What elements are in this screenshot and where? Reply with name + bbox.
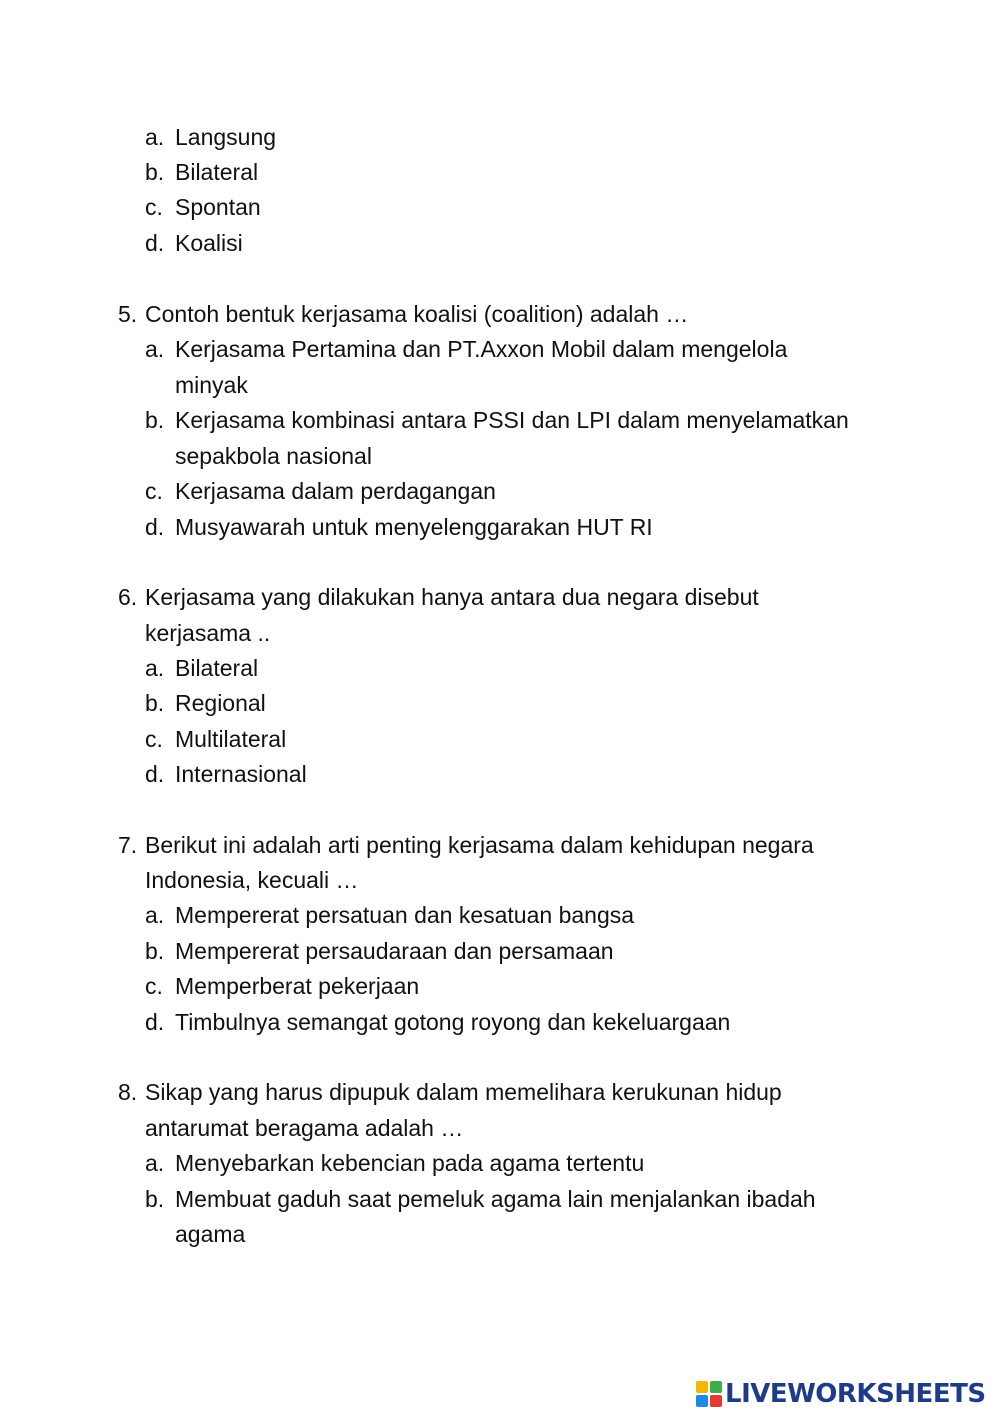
option-letter: c.: [145, 478, 163, 504]
option-letter: a.: [145, 124, 165, 150]
option-text: Kerjasama Pertamina dan PT.Axxon Mobil dalam mengelola: [175, 336, 788, 362]
option-text: Spontan: [175, 194, 261, 220]
question-text: Kerjasama yang dilakukan hanya antara dua negara disebut: [145, 584, 759, 610]
option-letter: b.: [145, 1186, 165, 1212]
option-text-continued: minyak: [175, 372, 248, 398]
question-text-continued: kerjasama ..: [145, 620, 271, 646]
option-letter: c.: [145, 194, 163, 220]
option-letter: b.: [145, 938, 165, 964]
option-letter: d.: [145, 1009, 165, 1035]
question-text: Sikap yang harus dipupuk dalam memelihara kerukunan hidup: [145, 1079, 782, 1105]
question-number: 7.: [118, 832, 138, 858]
option-letter: a.: [145, 1150, 165, 1176]
logo-square-red: [710, 1395, 722, 1407]
option-letter: d.: [145, 514, 165, 540]
question-number: 6.: [118, 584, 138, 610]
logo-square-blue: [696, 1395, 708, 1407]
option-letter: d.: [145, 230, 165, 256]
option-text: Kerjasama dalam perdagangan: [175, 478, 496, 504]
option-text: Menyebarkan kebencian pada agama tertentu: [175, 1150, 645, 1176]
option-text: Koalisi: [175, 230, 243, 256]
option-text: Mempererat persaudaraan dan persamaan: [175, 938, 614, 964]
liveworksheets-logo[interactable]: [696, 1378, 986, 1410]
option-text: Memperberat pekerjaan: [175, 973, 420, 999]
logo-text: LIVEWORKSHEETS: [725, 1379, 986, 1409]
option-text: Bilateral: [175, 159, 259, 185]
option-text: Bilateral: [175, 655, 259, 681]
option-letter: a.: [145, 902, 165, 928]
logo-square-green: [710, 1381, 722, 1393]
option-text: Musyawarah untuk menyelenggarakan HUT RI: [175, 514, 653, 540]
question-number: 8.: [118, 1079, 138, 1105]
option-text: Multilateral: [175, 726, 287, 752]
option-text: Membuat gaduh saat pemeluk agama lain menjalankan ibadah: [175, 1186, 816, 1212]
question-text: Berikut ini adalah arti penting kerjasama dalam kehidupan negara: [145, 832, 814, 858]
question-text: Contoh bentuk kerjasama koalisi (coalition) adalah …: [145, 301, 689, 327]
option-text: Timbulnya semangat gotong royong dan kekeluargaan: [175, 1009, 731, 1035]
question-text-continued: antarumat beragama adalah …: [145, 1115, 464, 1141]
question-text-continued: Indonesia, kecuali …: [145, 867, 359, 893]
option-letter: d.: [145, 761, 165, 787]
option-text: Internasional: [175, 761, 307, 787]
option-letter: a.: [145, 336, 165, 362]
option-letter: c.: [145, 973, 163, 999]
option-letter: b.: [145, 159, 165, 185]
option-letter: c.: [145, 726, 163, 752]
logo-square-yellow: [696, 1381, 708, 1393]
option-letter: b.: [145, 407, 165, 433]
logo-grid-icon: [696, 1381, 722, 1407]
option-text: Kerjasama kombinasi antara PSSI dan LPI dalam menyelamatkan: [175, 407, 849, 433]
option-text: Langsung: [175, 124, 277, 150]
option-letter: a.: [145, 655, 165, 681]
option-text-continued: agama: [175, 1221, 246, 1247]
option-text: Regional: [175, 690, 266, 716]
question-number: 5.: [118, 301, 138, 327]
option-letter: b.: [145, 690, 165, 716]
option-text: Mempererat persatuan dan kesatuan bangsa: [175, 902, 635, 928]
option-text-continued: sepakbola nasional: [175, 443, 372, 469]
